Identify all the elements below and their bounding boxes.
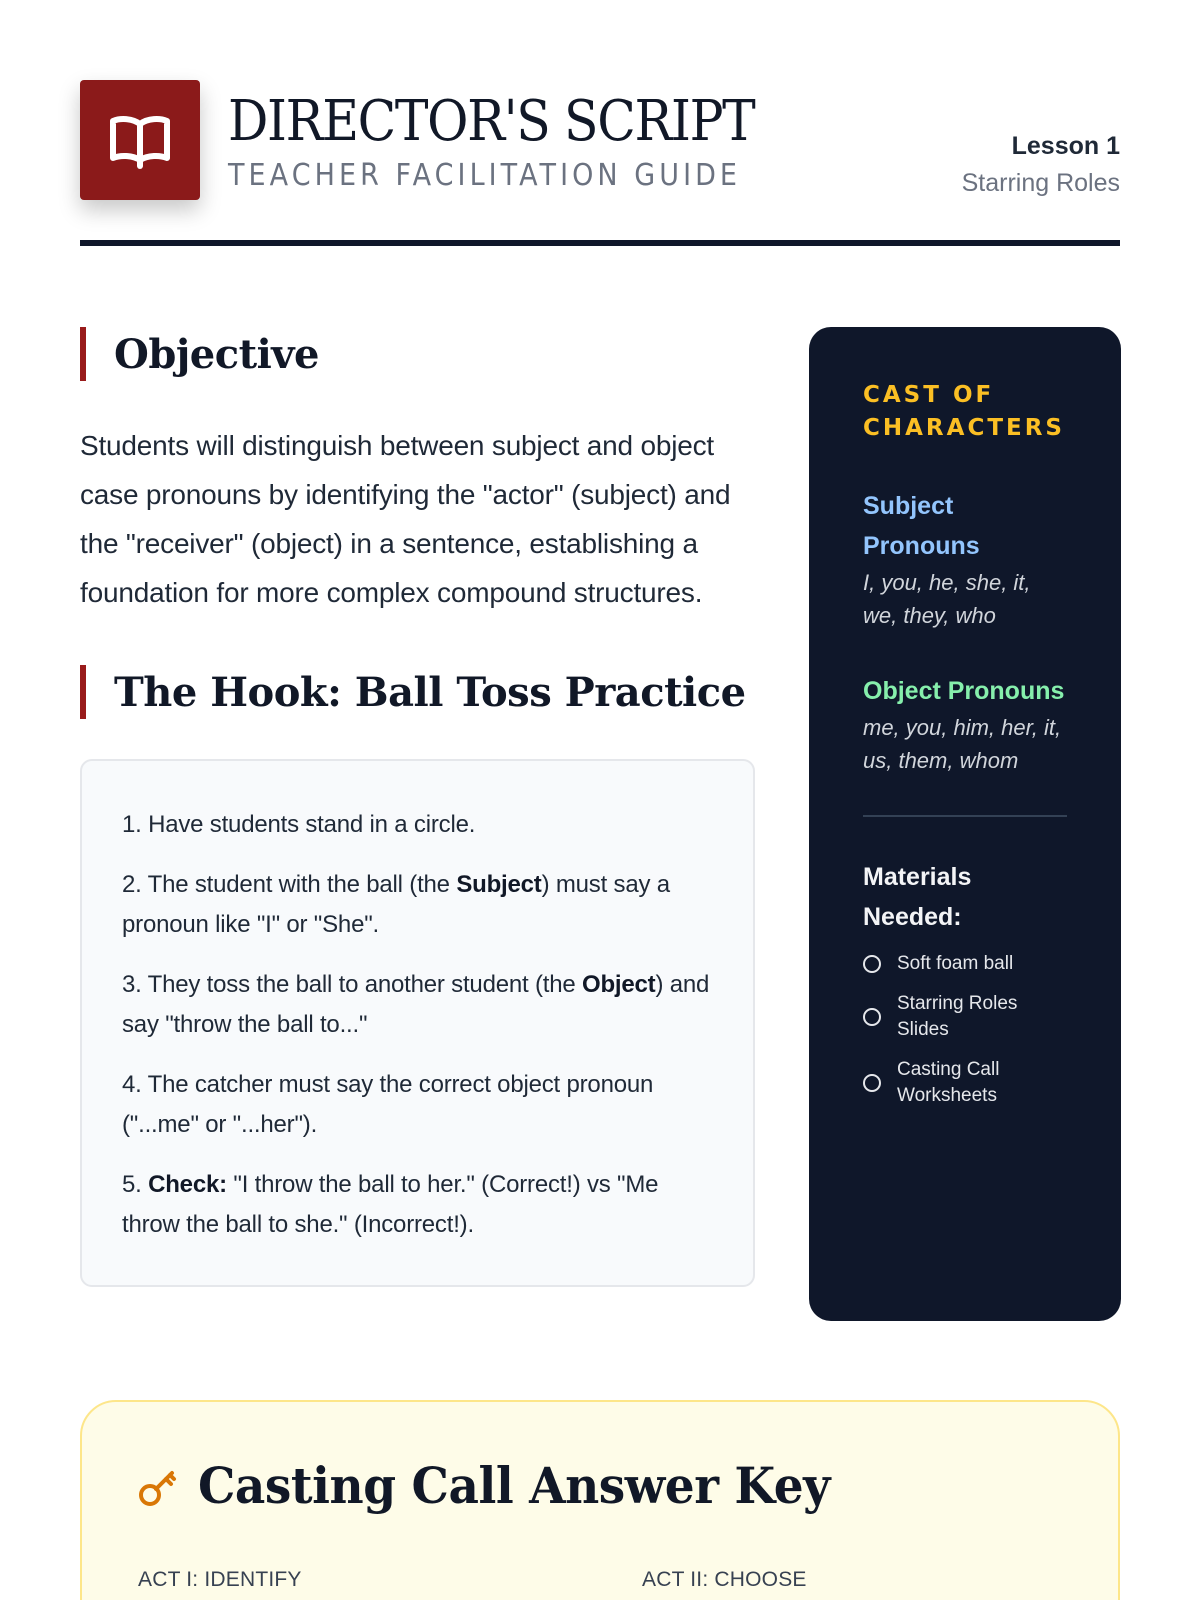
sidebar-divider: [863, 815, 1067, 817]
radio-circle-icon[interactable]: [863, 1074, 881, 1092]
logo-badge: [80, 80, 200, 200]
material-item[interactable]: [863, 991, 1067, 1043]
hook-step: 1. Have students stand in a circle.: [122, 811, 476, 838]
hook-step: 5. Check: "I throw the ball to her." (Correct!) vs "Me throw the ball to she." (Incorrect!).: [122, 1171, 659, 1238]
hook-steps-box: [80, 759, 755, 1287]
lesson-info: [962, 128, 1120, 202]
subject-pronouns-list: I, you, he, she, it, we, they, who: [863, 570, 1031, 628]
document-subtitle: TEACHER FACILITATION GUIDE: [228, 158, 742, 193]
objective-text: Students will distinguish between subject and object case pronouns by identifying the "actor" (subject) and the "receiver" (object) in a sentence, establishing a foundation for more complex compound structures.: [80, 430, 731, 608]
cast-title: CAST OF CHARACTERS: [863, 382, 1065, 441]
subject-pronouns-label: Subject Pronouns: [863, 492, 980, 560]
object-pronouns-label: Object Pronouns: [863, 677, 1065, 705]
hook-step: 2. The student with the ball (the Subject) must say a pronoun like "I" or "She".: [122, 871, 670, 938]
lesson-name: Starring Roles: [961, 169, 1120, 197]
cast-sidebar: [809, 327, 1121, 1321]
materials-title: Materials Needed:: [863, 863, 972, 931]
material-label: Casting Call Worksheets: [897, 1059, 1000, 1106]
hook-step: 4. The catcher must say the correct object pronoun ("...me" or "...her").: [122, 1071, 654, 1138]
main-content: [80, 327, 755, 1287]
answer-key-title: Casting Call Answer Key: [198, 1456, 831, 1515]
radio-circle-icon[interactable]: [863, 955, 881, 973]
act-2-label: ACT II: CHOOSE: [642, 1568, 807, 1591]
hook-heading: The Hook: Ball Toss Practice: [80, 665, 755, 719]
lesson-number: Lesson 1: [1011, 132, 1120, 160]
material-item[interactable]: [863, 1057, 1067, 1109]
objective-heading: Objective: [80, 327, 755, 381]
answer-key-panel: [80, 1400, 1120, 1600]
act-1-label: ACT I: IDENTIFY: [138, 1568, 302, 1591]
object-pronouns-list: me, you, him, her, it, us, them, whom: [863, 715, 1062, 773]
material-label: Starring Roles Slides: [897, 993, 1018, 1040]
header-divider: [80, 240, 1120, 246]
material-item[interactable]: [863, 951, 1067, 977]
hook-step: 3. They toss the ball to another student (the Object) and say "throw the ball to...": [122, 971, 710, 1038]
open-book-icon: [108, 110, 172, 170]
radio-circle-icon[interactable]: [863, 1008, 881, 1026]
materials-list: [863, 951, 1067, 1109]
page-header: [80, 80, 1120, 250]
key-icon: [138, 1468, 178, 1508]
material-label: Soft foam ball: [897, 953, 1014, 974]
document-title: DIRECTOR'S SCRIPT: [228, 89, 755, 154]
